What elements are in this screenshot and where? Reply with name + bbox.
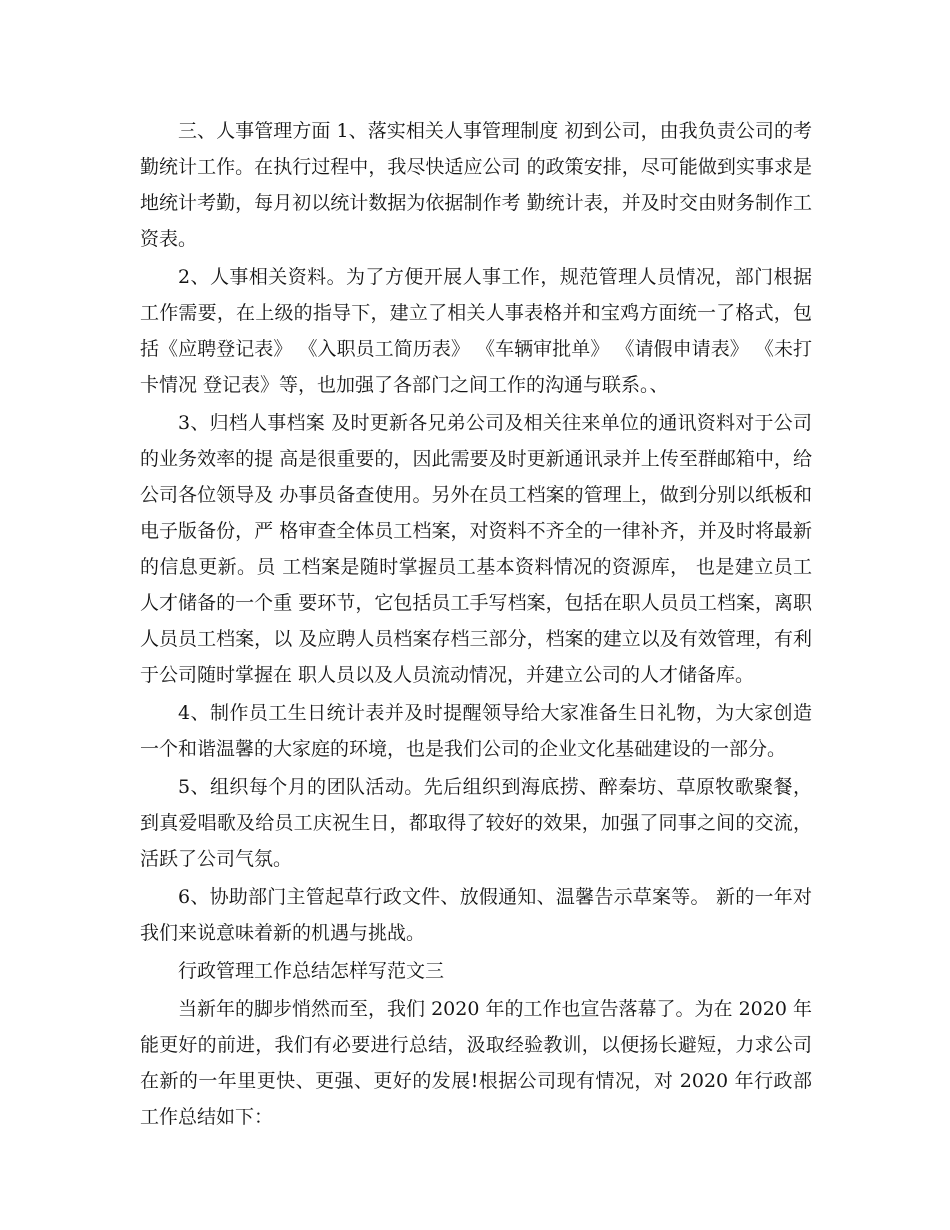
paragraph-birthday-statistics: 4、制作员工生日统计表并及时提醒领导给大家准备生日礼物，为大家创造 一个和谐温馨的大家庭的环境，也是我们公司的企业文化基础建设的一部分。 <box>140 702 812 760</box>
paragraph-new-year-summary: 当新年的脚步悄然而至，我们 2020 年的工作也宣告落幕了。为在 2020 年能更好的前进，我们有必要进行总结，汲取经验教训，以便扬长避短，力求公司在新的一年里更快、更强、更好的发展!根据公司现有情况，对 2020 年行政部工作总结如下： <box>140 998 812 1128</box>
paragraph-team-activities: 5、组织每个月的团队活动。先后组织到海底捞、醉秦坊、草原牧歌聚餐， 到真爱唱歌及给员工庆祝生日，都取得了较好的效果，加强了同事之间的交流， 活跃了公司气氛。 <box>140 776 812 870</box>
paragraph-personnel-management: 三、人事管理方面 1、落实相关人事管理制度 初到公司，由我负责公司的考勤统计工作。在执行过程中，我尽快适应公司 的政策安排，尽可能做到实事求是地统计考勤，每月初以统计数据为依据制作考 勤统计表，并及时交由财务制作工资表。 <box>140 120 812 250</box>
paragraph-archive-files: 3、归档人事档案 及时更新各兄弟公司及相关往来单位的通讯资料对于公司的业务效率的提 高是很重要的，因此需要及时更新通讯录并上传至群邮箱中，给公司各位领导及 办事员备查使用。另外在员工档案的管理上，做到分别以纸板和电子版备份，严 格审查全体员工档案，对资料不齐全的一律补齐，并及时将最新的信息更新。员 工档案是随时掌握员工基本资料情况的资源库， 也是建立员工人才储备的一个重 要环节，它包括员工手写档案，包括在职人员员工档案，离职人员员工档案，以 及应聘人员档案存档三部分，档案的建立以及有效管理，有利于公司随时掌握在 职人员以及人员流动情况，并建立公司的人才储备库。 <box>140 412 812 686</box>
paragraph-personnel-records: 2、人事相关资料。为了方便开展人事工作，规范管理人员情况，部门根据 工作需要，在上级的指导下，建立了相关人事表格并和宝鸡方面统一了格式，包 括《应聘登记表》 《入职员工简历表》 《车辆审批单》 《请假申请表》 《未打卡情况 登记表》等，也加强了各部门之间工作的沟通与联系。、 <box>140 266 812 396</box>
document-body <box>140 113 812 1137</box>
section-heading-sample-three: 行政管理工作总结怎样写范文三 <box>178 960 445 982</box>
paragraph-drafting-documents: 6、协助部门主管起草行政文件、放假通知、温馨告示草案等。 新的一年对我们来说意味着新的机遇与挑战。 <box>140 886 812 944</box>
